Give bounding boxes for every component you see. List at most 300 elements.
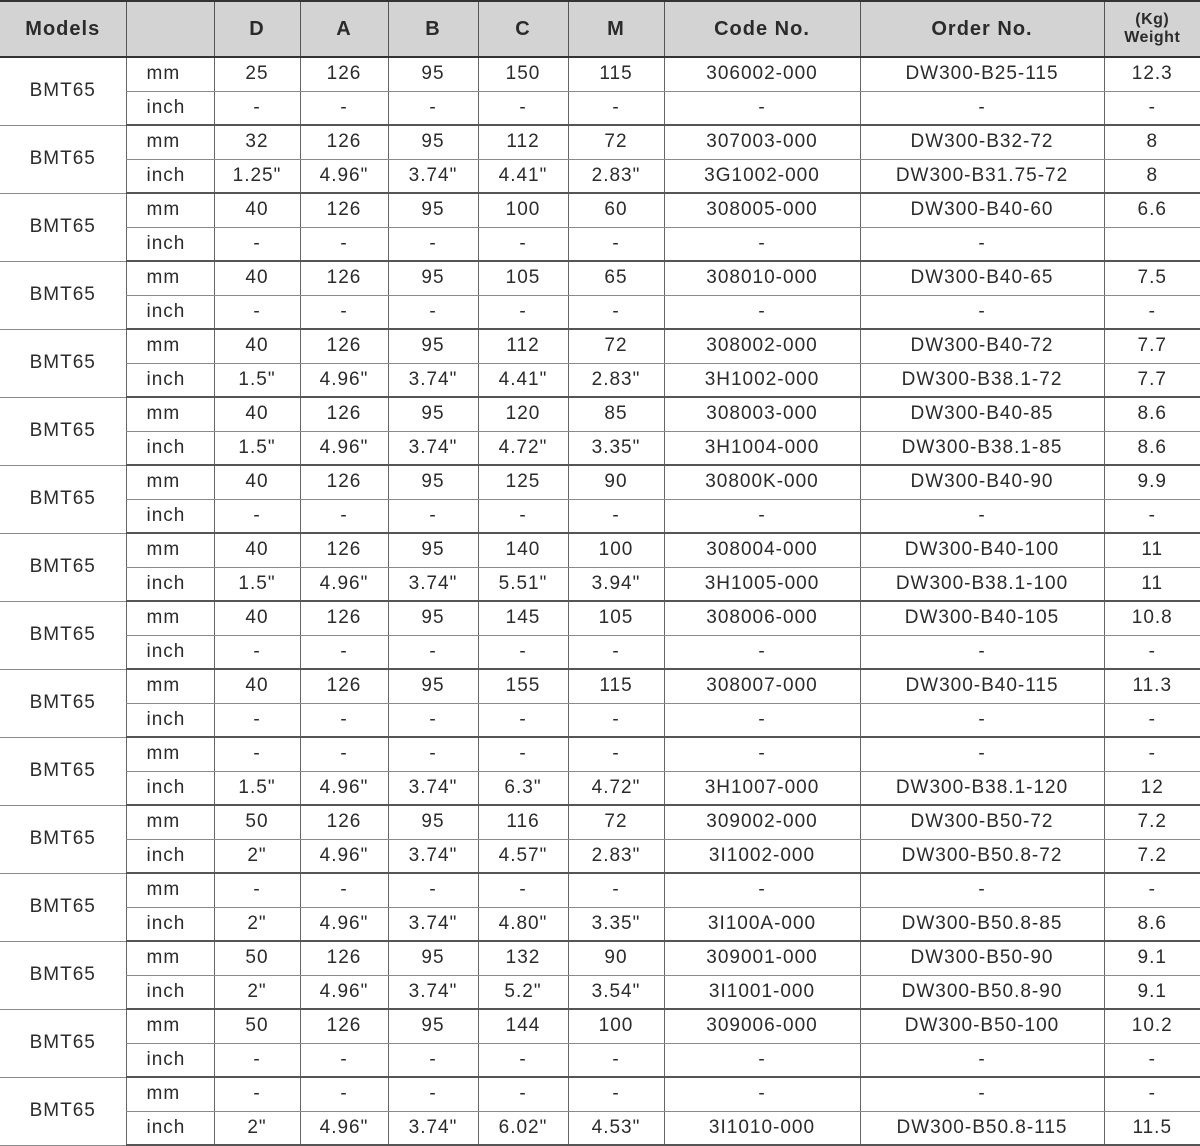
c-value: - — [478, 295, 568, 329]
table-row-inch — [0, 431, 1200, 465]
d-value: 40 — [214, 669, 300, 703]
weight-value: 9.9 — [1104, 465, 1200, 499]
table-row-mm — [0, 805, 1200, 839]
c-value: - — [478, 227, 568, 261]
c-value: 4.57" — [478, 839, 568, 873]
m-value: 65 — [568, 261, 664, 295]
order-no: - — [860, 1077, 1104, 1111]
weight-value: - — [1104, 295, 1200, 329]
m-value: 90 — [568, 465, 664, 499]
d-value: 40 — [214, 397, 300, 431]
m-value: - — [568, 1043, 664, 1077]
m-value: 2.83" — [568, 363, 664, 397]
table-row-mm — [0, 873, 1200, 907]
c-value: - — [478, 703, 568, 737]
d-value: - — [214, 1043, 300, 1077]
c-value: 6.3" — [478, 771, 568, 805]
b-value: 95 — [388, 669, 478, 703]
b-value: 3.74" — [388, 159, 478, 193]
table-row-mm — [0, 1077, 1200, 1111]
code-no: - — [664, 91, 860, 125]
c-value: 112 — [478, 125, 568, 159]
m-value: 90 — [568, 941, 664, 975]
weight-value: 8.6 — [1104, 397, 1200, 431]
order-no: DW300-B50-72 — [860, 805, 1104, 839]
order-no: DW300-B40-90 — [860, 465, 1104, 499]
c-value: 150 — [478, 57, 568, 91]
c-value: 4.41" — [478, 363, 568, 397]
c-value: 105 — [478, 261, 568, 295]
a-value: 126 — [300, 601, 388, 635]
code-no: - — [664, 703, 860, 737]
b-value: 95 — [388, 329, 478, 363]
order-no: DW300-B50-100 — [860, 1009, 1104, 1043]
code-no: - — [664, 1077, 860, 1111]
m-value: 3.35" — [568, 431, 664, 465]
m-value: 2.83" — [568, 159, 664, 193]
a-value: 126 — [300, 1009, 388, 1043]
c-value: - — [478, 873, 568, 907]
d-value: 2" — [214, 975, 300, 1009]
a-value: 4.96" — [300, 363, 388, 397]
d-value: 32 — [214, 125, 300, 159]
code-no: - — [664, 499, 860, 533]
code-no: 3I1001-000 — [664, 975, 860, 1009]
table-row-inch — [0, 1111, 1200, 1145]
weight-value: 8 — [1104, 159, 1200, 193]
code-no: 3G1002-000 — [664, 159, 860, 193]
header-b: B — [388, 1, 478, 57]
unit-label: mm — [126, 941, 214, 975]
table-row-inch — [0, 91, 1200, 125]
a-value: 4.96" — [300, 907, 388, 941]
unit-label: inch — [126, 1043, 214, 1077]
b-value: - — [388, 703, 478, 737]
table-row-inch — [0, 227, 1200, 261]
b-value: - — [388, 873, 478, 907]
weight-value: - — [1104, 703, 1200, 737]
weight-value: 10.2 — [1104, 1009, 1200, 1043]
m-value: 3.35" — [568, 907, 664, 941]
c-value: 4.80" — [478, 907, 568, 941]
header-code-no: Code No. — [664, 1, 860, 57]
order-no: DW300-B50.8-90 — [860, 975, 1104, 1009]
order-no: - — [860, 703, 1104, 737]
code-no: 308007-000 — [664, 669, 860, 703]
m-value: 72 — [568, 805, 664, 839]
a-value: - — [300, 295, 388, 329]
order-no: - — [860, 635, 1104, 669]
m-value: - — [568, 295, 664, 329]
a-value: - — [300, 703, 388, 737]
m-value: 72 — [568, 125, 664, 159]
unit-label: mm — [126, 737, 214, 771]
c-value: 140 — [478, 533, 568, 567]
unit-label: mm — [126, 329, 214, 363]
unit-label: mm — [126, 465, 214, 499]
unit-label: mm — [126, 57, 214, 91]
a-value: 126 — [300, 193, 388, 227]
table-row-mm — [0, 57, 1200, 91]
table-row-inch — [0, 363, 1200, 397]
c-value: 4.72" — [478, 431, 568, 465]
m-value: 3.54" — [568, 975, 664, 1009]
header-d: D — [214, 1, 300, 57]
m-value: 100 — [568, 533, 664, 567]
a-value: - — [300, 91, 388, 125]
code-no: 3I1002-000 — [664, 839, 860, 873]
a-value: - — [300, 1077, 388, 1111]
weight-value: 9.1 — [1104, 975, 1200, 1009]
d-value: 2" — [214, 839, 300, 873]
code-no: - — [664, 227, 860, 261]
model-name: BMT65 — [0, 397, 126, 465]
b-value: 95 — [388, 805, 478, 839]
m-value: 105 — [568, 601, 664, 635]
b-value: - — [388, 91, 478, 125]
order-no: DW300-B50.8-72 — [860, 839, 1104, 873]
unit-label: inch — [126, 975, 214, 1009]
table-row-inch — [0, 635, 1200, 669]
header-weight-unit: (Kg) — [1105, 11, 1200, 29]
header-unit — [126, 1, 214, 57]
d-value: - — [214, 295, 300, 329]
c-value: 132 — [478, 941, 568, 975]
order-no: DW300-B40-85 — [860, 397, 1104, 431]
b-value: 3.74" — [388, 771, 478, 805]
a-value: 4.96" — [300, 567, 388, 601]
code-no: 3H1005-000 — [664, 567, 860, 601]
m-value: - — [568, 499, 664, 533]
b-value: 95 — [388, 1009, 478, 1043]
d-value: 1.5" — [214, 567, 300, 601]
weight-value: 9.1 — [1104, 941, 1200, 975]
table-row-mm — [0, 261, 1200, 295]
c-value: - — [478, 737, 568, 771]
m-value: - — [568, 737, 664, 771]
order-no: - — [860, 91, 1104, 125]
d-value: 40 — [214, 601, 300, 635]
order-no: DW300-B38.1-72 — [860, 363, 1104, 397]
b-value: 95 — [388, 261, 478, 295]
b-value: 3.74" — [388, 431, 478, 465]
d-value: 50 — [214, 1009, 300, 1043]
a-value: 126 — [300, 805, 388, 839]
unit-label: inch — [126, 227, 214, 261]
order-no: DW300-B31.75-72 — [860, 159, 1104, 193]
order-no: DW300-B38.1-85 — [860, 431, 1104, 465]
weight-value: - — [1104, 873, 1200, 907]
c-value: 125 — [478, 465, 568, 499]
weight-value: 7.2 — [1104, 839, 1200, 873]
b-value: 3.74" — [388, 363, 478, 397]
table-row-inch — [0, 771, 1200, 805]
c-value: 144 — [478, 1009, 568, 1043]
d-value: - — [214, 227, 300, 261]
code-no: - — [664, 873, 860, 907]
weight-value: - — [1104, 737, 1200, 771]
table-row-mm — [0, 1009, 1200, 1043]
unit-label: mm — [126, 533, 214, 567]
code-no: 308010-000 — [664, 261, 860, 295]
b-value: - — [388, 499, 478, 533]
weight-value: 6.6 — [1104, 193, 1200, 227]
code-no: 3I100A-000 — [664, 907, 860, 941]
table-row-mm — [0, 533, 1200, 567]
order-no: DW300-B40-65 — [860, 261, 1104, 295]
model-name: BMT65 — [0, 57, 126, 125]
model-name: BMT65 — [0, 261, 126, 329]
unit-label: mm — [126, 125, 214, 159]
unit-label: mm — [126, 261, 214, 295]
b-value: 3.74" — [388, 907, 478, 941]
code-no: 3I1010-000 — [664, 1111, 860, 1145]
m-value: - — [568, 227, 664, 261]
c-value: 5.2" — [478, 975, 568, 1009]
order-no: - — [860, 227, 1104, 261]
header-c: C — [478, 1, 568, 57]
b-value: 95 — [388, 465, 478, 499]
a-value: 126 — [300, 465, 388, 499]
d-value: 1.5" — [214, 363, 300, 397]
table-row-mm — [0, 737, 1200, 771]
code-no: - — [664, 295, 860, 329]
model-name: BMT65 — [0, 1009, 126, 1077]
order-no: DW300-B40-100 — [860, 533, 1104, 567]
model-name: BMT65 — [0, 873, 126, 941]
code-no: 3H1007-000 — [664, 771, 860, 805]
weight-value: 8.6 — [1104, 907, 1200, 941]
c-value: 100 — [478, 193, 568, 227]
table-row-inch — [0, 703, 1200, 737]
code-no: - — [664, 635, 860, 669]
b-value: 3.74" — [388, 1111, 478, 1145]
code-no: 309001-000 — [664, 941, 860, 975]
b-value: 95 — [388, 397, 478, 431]
order-no: DW300-B40-60 — [860, 193, 1104, 227]
order-no: - — [860, 737, 1104, 771]
weight-value: - — [1104, 1077, 1200, 1111]
table-row-inch — [0, 159, 1200, 193]
weight-value: 8 — [1104, 125, 1200, 159]
order-no: DW300-B38.1-100 — [860, 567, 1104, 601]
weight-value: 7.7 — [1104, 363, 1200, 397]
unit-label: inch — [126, 635, 214, 669]
m-value: 60 — [568, 193, 664, 227]
weight-value: 11 — [1104, 533, 1200, 567]
code-no: 309006-000 — [664, 1009, 860, 1043]
b-value: - — [388, 635, 478, 669]
b-value: - — [388, 295, 478, 329]
c-value: - — [478, 1043, 568, 1077]
table-row-mm — [0, 125, 1200, 159]
unit-label: inch — [126, 567, 214, 601]
order-no: DW300-B32-72 — [860, 125, 1104, 159]
c-value: - — [478, 499, 568, 533]
c-value: 116 — [478, 805, 568, 839]
code-no: - — [664, 1043, 860, 1077]
table-row-mm — [0, 397, 1200, 431]
code-no: 308006-000 — [664, 601, 860, 635]
c-value: 5.51" — [478, 567, 568, 601]
a-value: 4.96" — [300, 1111, 388, 1145]
a-value: - — [300, 873, 388, 907]
code-no: 306002-000 — [664, 57, 860, 91]
m-value: 4.72" — [568, 771, 664, 805]
m-value: 2.83" — [568, 839, 664, 873]
unit-label: inch — [126, 159, 214, 193]
table-row-inch — [0, 499, 1200, 533]
d-value: 40 — [214, 533, 300, 567]
c-value: 120 — [478, 397, 568, 431]
weight-value: 7.2 — [1104, 805, 1200, 839]
model-name: BMT65 — [0, 805, 126, 873]
a-value: 4.96" — [300, 839, 388, 873]
a-value: 126 — [300, 125, 388, 159]
m-value: 72 — [568, 329, 664, 363]
order-no: DW300-B38.1-120 — [860, 771, 1104, 805]
unit-label: inch — [126, 499, 214, 533]
unit-label: mm — [126, 601, 214, 635]
code-no: 308003-000 — [664, 397, 860, 431]
d-value: - — [214, 737, 300, 771]
order-no: - — [860, 295, 1104, 329]
model-name: BMT65 — [0, 329, 126, 397]
d-value: - — [214, 1077, 300, 1111]
d-value: 40 — [214, 465, 300, 499]
weight-value — [1104, 227, 1200, 261]
unit-label: inch — [126, 839, 214, 873]
a-value: 126 — [300, 57, 388, 91]
order-no: DW300-B25-115 — [860, 57, 1104, 91]
d-value: 40 — [214, 261, 300, 295]
b-value: 3.74" — [388, 839, 478, 873]
weight-value: 11.3 — [1104, 669, 1200, 703]
table-row-mm — [0, 941, 1200, 975]
header-order-no: Order No. — [860, 1, 1104, 57]
header-m: M — [568, 1, 664, 57]
table-row-inch — [0, 907, 1200, 941]
unit-label: mm — [126, 397, 214, 431]
c-value: - — [478, 635, 568, 669]
a-value: 4.96" — [300, 431, 388, 465]
unit-label: inch — [126, 295, 214, 329]
unit-label: mm — [126, 669, 214, 703]
b-value: - — [388, 1077, 478, 1111]
unit-label: mm — [126, 873, 214, 907]
order-no: DW300-B40-72 — [860, 329, 1104, 363]
order-no: DW300-B40-115 — [860, 669, 1104, 703]
weight-value: 12 — [1104, 771, 1200, 805]
m-value: 115 — [568, 669, 664, 703]
code-no: 308004-000 — [664, 533, 860, 567]
unit-label: inch — [126, 431, 214, 465]
m-value: 115 — [568, 57, 664, 91]
weight-value: - — [1104, 499, 1200, 533]
code-no: 3H1004-000 — [664, 431, 860, 465]
d-value: 25 — [214, 57, 300, 91]
m-value: 4.53" — [568, 1111, 664, 1145]
b-value: 95 — [388, 941, 478, 975]
order-no: - — [860, 1043, 1104, 1077]
weight-value: - — [1104, 635, 1200, 669]
code-no: 309002-000 — [664, 805, 860, 839]
d-value: - — [214, 91, 300, 125]
a-value: 126 — [300, 397, 388, 431]
c-value: 145 — [478, 601, 568, 635]
d-value: 50 — [214, 941, 300, 975]
order-no: - — [860, 499, 1104, 533]
m-value: - — [568, 635, 664, 669]
table-row-inch — [0, 567, 1200, 601]
b-value: - — [388, 737, 478, 771]
b-value: 3.74" — [388, 975, 478, 1009]
a-value: 4.96" — [300, 975, 388, 1009]
unit-label: mm — [126, 193, 214, 227]
d-value: 40 — [214, 329, 300, 363]
weight-value: 11 — [1104, 567, 1200, 601]
header-row — [0, 1, 1200, 57]
header-weight-label: Weight — [1105, 29, 1200, 47]
model-name: BMT65 — [0, 193, 126, 261]
order-no: - — [860, 873, 1104, 907]
header-models: Models — [0, 1, 126, 57]
weight-value: - — [1104, 1043, 1200, 1077]
code-no: 308005-000 — [664, 193, 860, 227]
m-value: 85 — [568, 397, 664, 431]
unit-label: inch — [126, 703, 214, 737]
order-no: DW300-B50-90 — [860, 941, 1104, 975]
header-a: A — [300, 1, 388, 57]
table-row-mm — [0, 669, 1200, 703]
b-value: 95 — [388, 533, 478, 567]
unit-label: inch — [126, 363, 214, 397]
table-row-mm — [0, 329, 1200, 363]
a-value: - — [300, 737, 388, 771]
header-weight — [1104, 1, 1200, 57]
a-value: 126 — [300, 261, 388, 295]
model-name: BMT65 — [0, 465, 126, 533]
m-value: - — [568, 703, 664, 737]
unit-label: inch — [126, 771, 214, 805]
table-row-inch — [0, 295, 1200, 329]
code-no: 3H1002-000 — [664, 363, 860, 397]
table-row-inch — [0, 839, 1200, 873]
code-no: 308002-000 — [664, 329, 860, 363]
weight-value: 11.5 — [1104, 1111, 1200, 1145]
b-value: 3.74" — [388, 567, 478, 601]
model-name: BMT65 — [0, 941, 126, 1009]
b-value: 95 — [388, 601, 478, 635]
a-value: - — [300, 499, 388, 533]
table-row-inch — [0, 1043, 1200, 1077]
table-row-inch — [0, 975, 1200, 1009]
m-value: - — [568, 91, 664, 125]
d-value: 1.5" — [214, 771, 300, 805]
c-value: 112 — [478, 329, 568, 363]
m-value: - — [568, 873, 664, 907]
weight-value: 10.8 — [1104, 601, 1200, 635]
a-value: 126 — [300, 669, 388, 703]
a-value: - — [300, 635, 388, 669]
model-name: BMT65 — [0, 737, 126, 805]
code-no: - — [664, 737, 860, 771]
a-value: - — [300, 1043, 388, 1077]
unit-label: inch — [126, 91, 214, 125]
unit-label: mm — [126, 1009, 214, 1043]
d-value: - — [214, 873, 300, 907]
m-value: 100 — [568, 1009, 664, 1043]
